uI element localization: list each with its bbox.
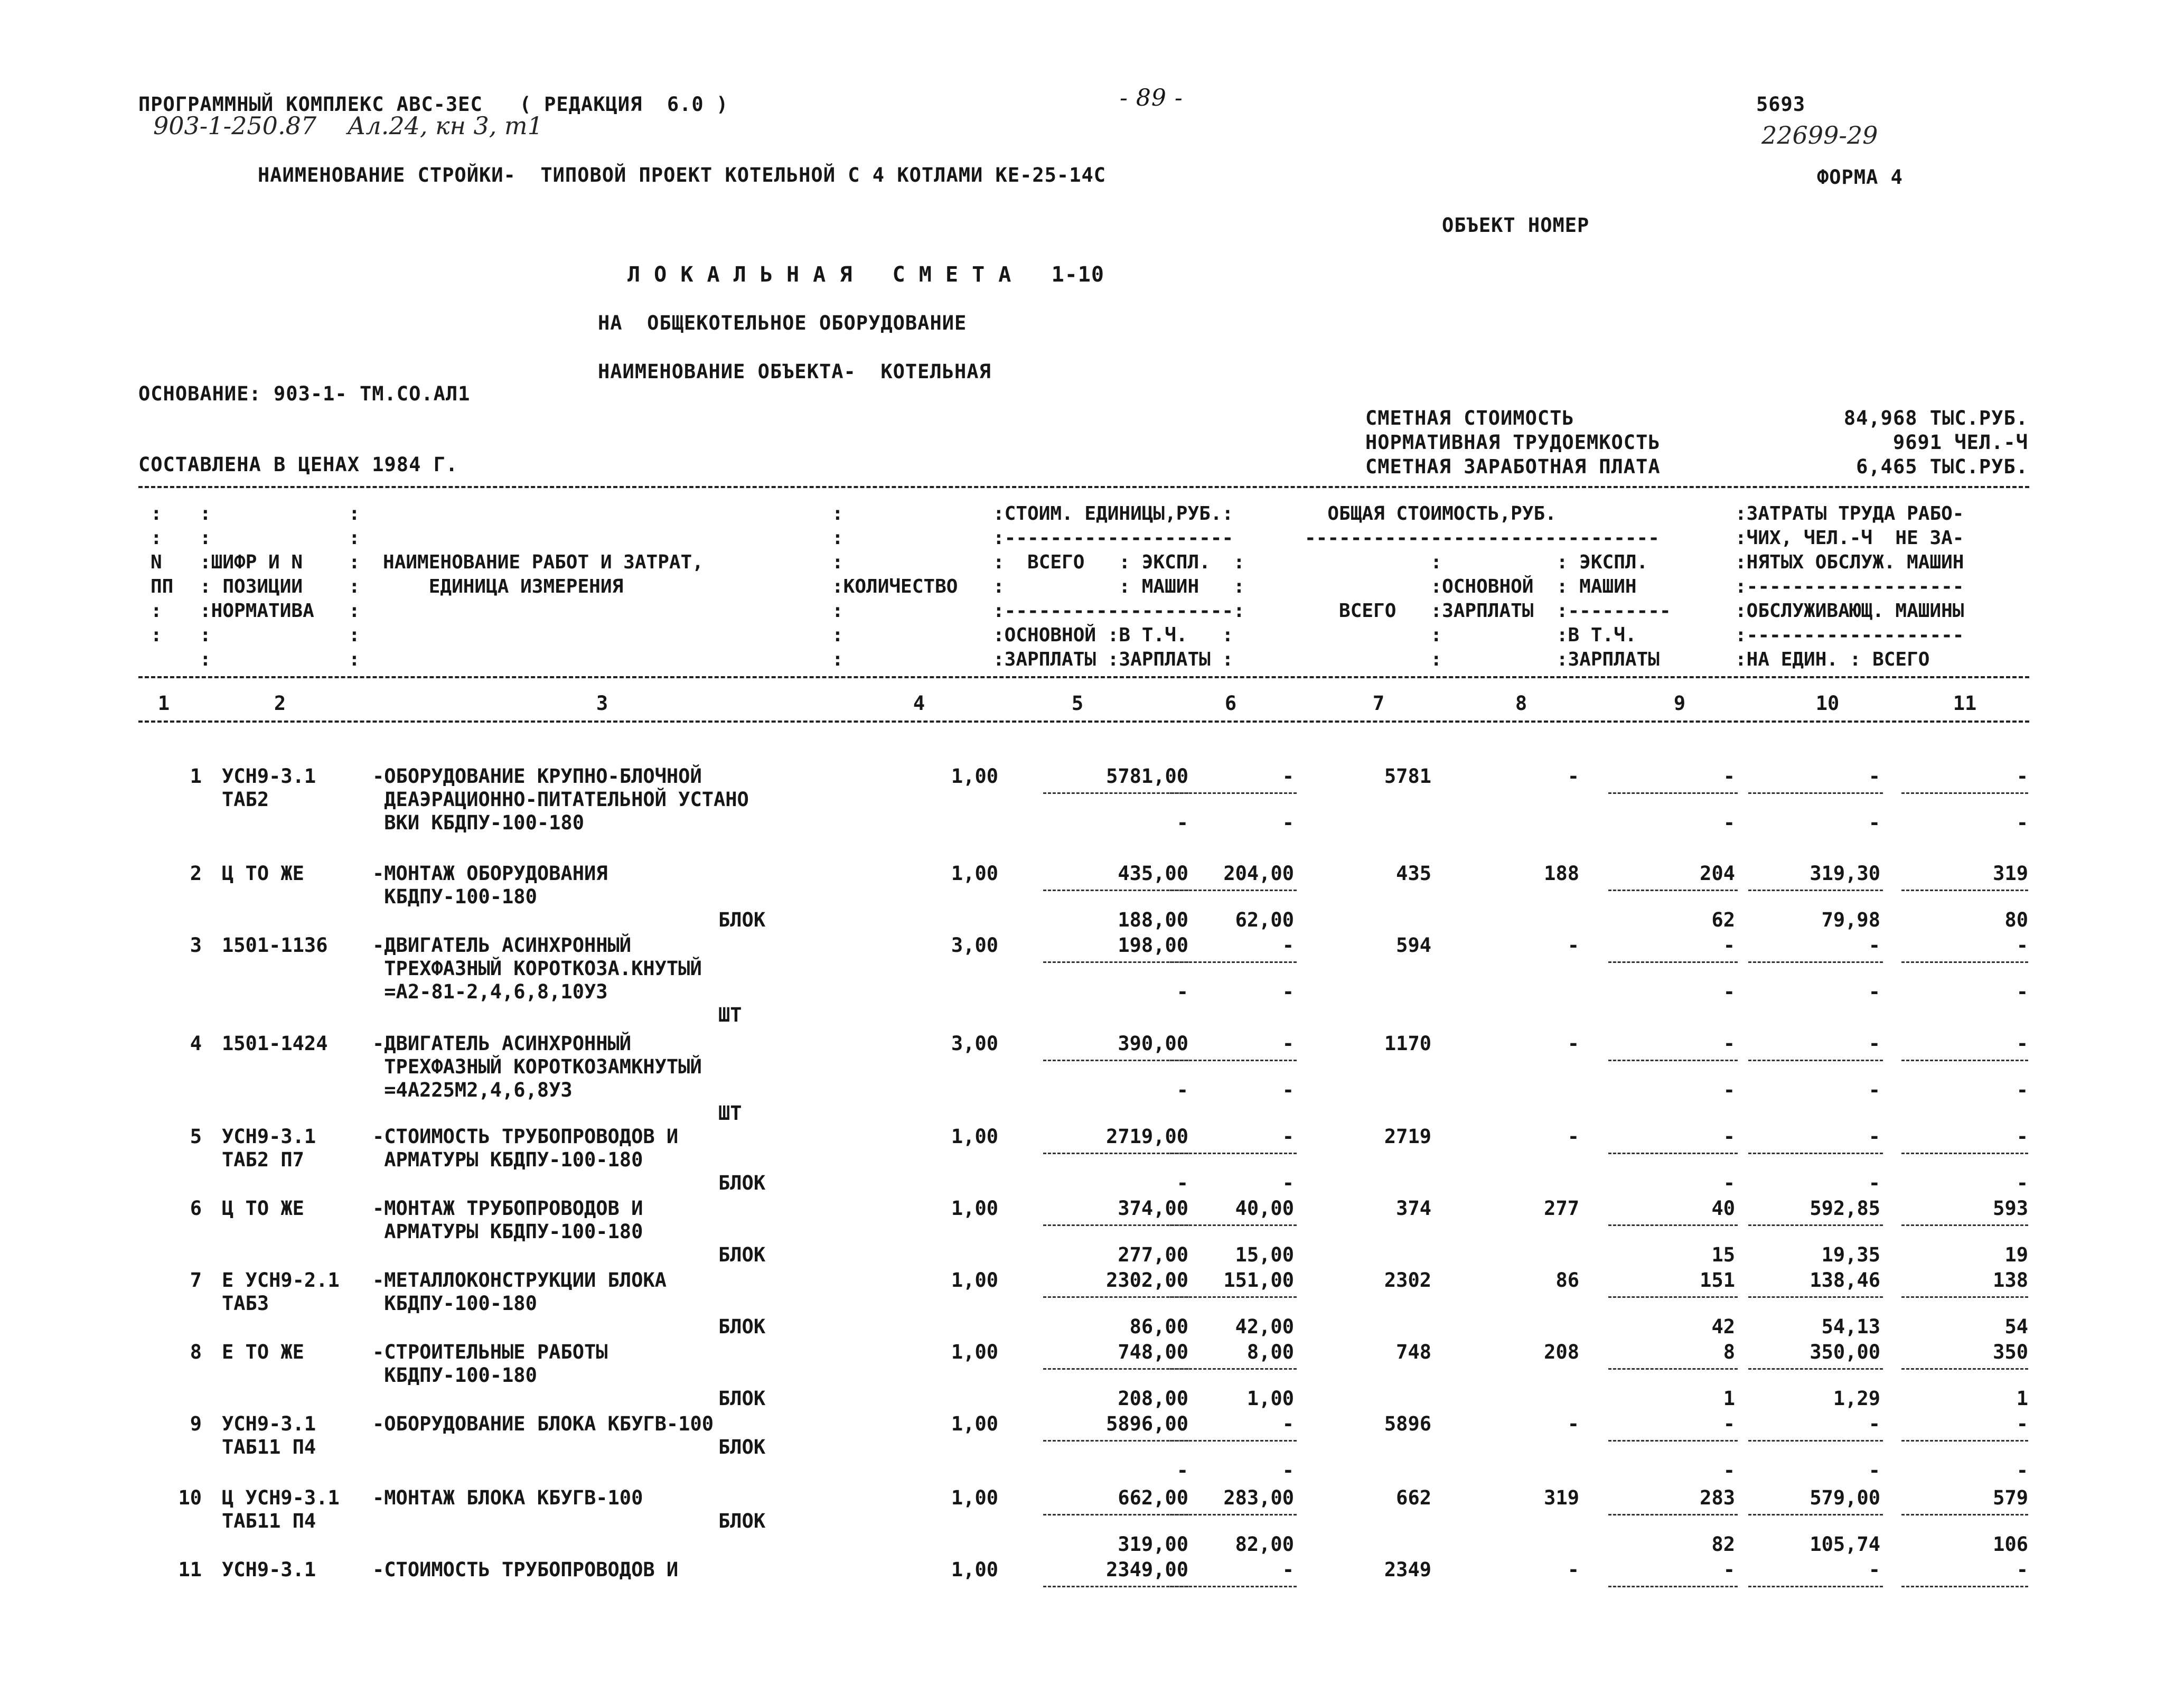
total-cost: 2719 [1384,1125,1431,1148]
column-number: 3 [596,692,608,715]
labour-per-unit: - [1868,1558,1880,1581]
total-wages: - [1567,1032,1579,1055]
labour-per-unit: - [1868,1412,1880,1435]
labour-total: - [2016,1412,2028,1435]
header-col-1: : : N ПП : : [151,503,174,646]
row-name: -СТОИМОСТЬ ТРУБОПРОВОДОВ И АРМАТУРЫ КБДПУ-100-180 [372,1125,679,1171]
cell-divider [1043,1440,1188,1442]
row-quantity: 1,00 [951,1197,998,1220]
column-number: 9 [1673,692,1686,715]
operator-labour-total: - [2016,1172,2028,1194]
total-cost: 5781 [1384,765,1431,788]
row-unit: ШТ [718,1004,742,1026]
row-name: -ДВИГАТЕЛЬ АСИНХРОННЫЙ ТРЕХФАЗНЫЙ КОРОТКОЗА.КНУТЫЙ =А2-81-2,4,6,8,10У3 [372,934,702,1003]
row-code: Ц ТО ЖЕ [222,862,304,885]
total-machines: 204 [1700,862,1735,885]
unit-total: 390,00 [1118,1032,1188,1055]
total-machines: - [1723,934,1735,957]
total-machine-wages: 1 [1723,1387,1735,1410]
row-name: -СТРОИТЕЛЬНЫЕ РАБОТЫ КБДПУ-100-180 [372,1341,608,1387]
labour-per-unit: - [1868,934,1880,957]
operator-labour-per-unit: 79,98 [1821,909,1880,931]
row-unit: БЛОК [718,1436,766,1458]
cell-divider [1608,1060,1738,1061]
row-quantity: 1,00 [951,1269,998,1292]
labour-total: 138 [1993,1269,2028,1292]
page-number: - 89 - [1120,85,1183,111]
compiled-prices: СОСТАВЛЕНА В ЦЕНАХ 1984 Г. [138,453,458,476]
row-quantity: 1,00 [951,1486,998,1509]
total-wages: - [1567,1412,1579,1435]
unit-machines: 40,00 [1235,1197,1294,1220]
labour-per-unit: 350,00 [1810,1341,1880,1363]
operator-labour-per-unit: - [1868,1459,1880,1482]
row-name: -МЕТАЛЛОКОНСТРУКЦИИ БЛОКА КБДПУ-100-180 [372,1269,667,1315]
total-machines: - [1723,765,1735,788]
labour-per-unit: 138,46 [1810,1269,1880,1292]
total-machines: - [1723,1558,1735,1581]
unit-machines: 8,00 [1246,1341,1294,1363]
summary-label: НОРМАТИВНАЯ ТРУДОЕМКОСТЬ [1365,431,1661,454]
object-name: НАИМЕНОВАНИЕ ОБЪЕКТА- КОТЕЛЬНАЯ [598,360,991,383]
row-number: 6 [190,1197,202,1220]
total-cost: 748 [1396,1341,1431,1363]
cell-divider [1901,1153,2028,1154]
cell-divider [1608,890,1738,891]
unit-wages: 188,00 [1118,909,1188,931]
labour-total: - [2016,1032,2028,1055]
operator-labour-per-unit: - [1868,1079,1880,1101]
unit-total: 5781,00 [1106,765,1188,788]
row-name: -МОНТАЖ ТРУБОПРОВОДОВ И АРМАТУРЫ КБДПУ-100-180 [372,1197,643,1243]
column-number: 11 [1953,692,1977,715]
cell-divider [1608,1224,1738,1226]
row-code: УСН9-3.1 [222,1558,316,1581]
total-machine-wages: 62 [1711,909,1735,931]
total-wages: 188 [1544,862,1579,885]
labour-total: - [2016,934,2028,957]
cell-divider [1748,1060,1883,1061]
total-machines: - [1723,1125,1735,1148]
cell-divider [1043,890,1188,891]
unit-wages: - [1176,980,1188,1003]
cell-divider [1748,1224,1883,1226]
column-number: 5 [1071,692,1084,715]
object-number-label: ОБЪЕКТ НОМЕР [1442,214,1590,237]
labour-total: 579 [1993,1486,2028,1509]
row-name: -ОБОРУДОВАНИЕ БЛОКА КБУГВ-100 [372,1412,714,1435]
form-label: ФОРМА 4 [1817,166,1903,189]
unit-wages: 277,00 [1118,1243,1188,1266]
unit-total: 2719,00 [1106,1125,1188,1148]
total-machines: - [1723,1412,1735,1435]
total-cost: 5896 [1384,1412,1431,1435]
unit-machines: - [1282,1558,1294,1581]
labour-total: 350 [1993,1341,2028,1363]
cell-divider [1170,1153,1297,1154]
total-wages: - [1567,1125,1579,1148]
labour-per-unit: - [1868,765,1880,788]
operator-labour-total: - [2016,1079,2028,1101]
total-machines: 8 [1723,1341,1735,1363]
unit-machines: 204,00 [1223,862,1294,885]
row-code: УСН9-3.1 ТАБ11 П4 [222,1412,316,1458]
cell-divider [1748,961,1883,963]
column-number: 6 [1224,692,1237,715]
unit-wages: 86,00 [1129,1315,1188,1338]
unit-total: 5896,00 [1106,1412,1188,1435]
operator-labour-per-unit: - [1868,811,1880,834]
operator-labour-total: 106 [1993,1533,2028,1556]
row-name: -МОНТАЖ БЛОКА КБУГВ-100 [372,1486,643,1509]
operator-labour-per-unit: - [1868,1172,1880,1194]
handwritten-reference: 903-1-250.87 Ал.24, кн 3, т1 [153,111,543,140]
unit-total: 662,00 [1118,1486,1188,1509]
cell-divider [1170,1224,1297,1226]
total-wages: - [1567,934,1579,957]
row-name: -МОНТАЖ ОБОРУДОВАНИЯ КБДПУ-100-180 [372,862,608,908]
cell-divider [1901,1368,2028,1370]
operator-labour-total: - [2016,811,2028,834]
document-subtitle: НА ОБЩЕКОТЕЛЬНОЕ ОБОРУДОВАНИЕ [598,312,967,334]
cell-divider [1170,1368,1297,1370]
cell-divider [1901,1060,2028,1061]
cell-divider [1748,792,1883,794]
total-machine-wages: - [1723,811,1735,834]
row-name: -СТОИМОСТЬ ТРУБОПРОВОДОВ И [372,1558,679,1581]
row-number: 10 [178,1486,202,1509]
cell-divider [1043,1368,1188,1370]
unit-machine-wages: - [1282,811,1294,834]
labour-total: - [2016,1125,2028,1148]
total-cost: 1170 [1384,1032,1431,1055]
total-machine-wages: - [1723,1172,1735,1194]
header-col-10-11: :ЗАТРАТЫ ТРУДА РАБО- :ЧИХ, ЧЕЛ.-Ч НЕ ЗА- :НЯТЫХ ОБСЛУЖ. МАШИН :------------------- :ОБСЛУЖИВАЮЩ. МАШИНЫ :------------------- :НА ЕДИН. : ВСЕГО [1735,503,1964,670]
row-unit: ШТ [718,1102,742,1125]
unit-machine-wages: - [1282,1459,1294,1482]
unit-machine-wages: 1,00 [1246,1387,1294,1410]
labour-per-unit: 592,85 [1810,1197,1880,1220]
total-machine-wages: - [1723,1079,1735,1101]
unit-total: 198,00 [1118,934,1188,957]
total-machines: - [1723,1032,1735,1055]
row-code: УСН9-3.1 ТАБ2 П7 [222,1125,316,1171]
unit-machines: - [1282,1032,1294,1055]
unit-machine-wages: 15,00 [1235,1243,1294,1266]
cell-divider [1901,1514,2028,1515]
cell-divider [1043,1153,1188,1154]
row-unit: БЛОК [718,1172,766,1194]
total-wages: 208 [1544,1341,1579,1363]
summary-value: 84,968 ТЫС.РУБ. [1843,407,2028,429]
unit-machines: - [1282,765,1294,788]
operator-labour-total: - [2016,1459,2028,1482]
row-number: 5 [190,1125,202,1148]
summary-label: СМЕТНАЯ ЗАРАБОТНАЯ ПЛАТА [1365,455,1661,478]
cell-divider [1901,792,2028,794]
column-number: 10 [1815,692,1840,715]
cell-divider [1608,1440,1738,1442]
unit-wages: - [1176,1079,1188,1101]
cell-divider [1748,1368,1883,1370]
row-number: 4 [190,1032,202,1055]
total-wages: 277 [1544,1197,1579,1220]
row-unit: БЛОК [718,1315,766,1338]
unit-total: 374,00 [1118,1197,1188,1220]
header-col-7-9: ОБЩАЯ СТОИМОСТЬ,РУБ. ------------------------------- : : ЭКСПЛ. :ОСНОВНОЙ : МАШИН ВСЕГО :ЗАРПЛАТЫ :--------- : :В Т.Ч. : :ЗАРПЛАТЫ [1305,503,1671,670]
header-col-3: : : : НАИМЕНОВАНИЕ РАБОТ И ЗАТРАТ, : ЕДИНИЦА ИЗМЕРЕНИЯ : : : [349,503,704,670]
cell-divider [1043,1060,1188,1061]
cell-divider [1748,1440,1883,1442]
row-number: 8 [190,1341,202,1363]
unit-machines: - [1282,934,1294,957]
row-quantity: 3,00 [951,934,998,957]
row-quantity: 1,00 [951,862,998,885]
row-number: 9 [190,1412,202,1435]
column-number: 8 [1515,692,1527,715]
cell-divider [1748,1514,1883,1515]
unit-machines: 283,00 [1223,1486,1294,1509]
cell-divider [1043,961,1188,963]
cell-divider [1608,792,1738,794]
unit-wages: 208,00 [1118,1387,1188,1410]
basis: ОСНОВАНИЕ: 903-1- ТМ.СО.АЛ1 [138,382,471,405]
row-quantity: 1,00 [951,1558,998,1581]
unit-machine-wages: - [1282,1172,1294,1194]
row-unit: БЛОК [718,1243,766,1266]
unit-total: 2349,00 [1106,1558,1188,1581]
program-title: ПРОГРАММНЫЙ КОМПЛЕКС АВС-ЗЕС ( РЕДАКЦИЯ 6.0 ) [138,93,729,116]
row-code: Ц УСН9-3.1 ТАБ11 П4 [222,1486,340,1532]
total-machine-wages: 15 [1711,1243,1735,1266]
cell-divider [1170,890,1297,891]
row-number: 7 [190,1269,202,1292]
total-machines: 40 [1711,1197,1735,1220]
labour-per-unit: 579,00 [1810,1486,1880,1509]
row-code: Е ТО ЖЕ [222,1341,304,1363]
row-number: 1 [190,765,202,788]
column-number: 4 [913,692,925,715]
unit-total: 435,00 [1118,862,1188,885]
total-machines: 283 [1700,1486,1735,1509]
total-cost: 662 [1396,1486,1431,1509]
labour-per-unit: 319,30 [1810,862,1880,885]
row-number: 3 [190,934,202,957]
total-machine-wages: - [1723,980,1735,1003]
labour-per-unit: - [1868,1032,1880,1055]
cell-divider [1170,1060,1297,1061]
operator-labour-per-unit: 54,13 [1821,1315,1880,1338]
total-machine-wages: - [1723,1459,1735,1482]
row-unit: БЛОК [718,909,766,931]
column-number: 2 [274,692,286,715]
operator-labour-total: 1 [2016,1387,2028,1410]
document-number: 5693 [1756,93,1806,116]
unit-wages: - [1176,1459,1188,1482]
summary-label: СМЕТНАЯ СТОИМОСТЬ [1365,407,1574,429]
row-name: -ОБОРУДОВАНИЕ КРУПНО-БЛОЧНОЙ ДЕАЭРАЦИОННО-ПИТАТЕЛЬНОЙ УСТАНО ВКИ КБДПУ-100-180 [372,765,749,834]
total-wages: - [1567,1558,1579,1581]
cell-divider [1043,1296,1188,1298]
operator-labour-per-unit: 1,29 [1833,1387,1880,1410]
labour-total: - [2016,1558,2028,1581]
construction-name: НАИМЕНОВАНИЕ СТРОЙКИ- ТИПОВОЙ ПРОЕКТ КОТЕЛЬНОЙ С 4 КОТЛАМИ КЕ-25-14С [258,164,1107,186]
cell-divider [1608,1368,1738,1370]
total-wages: 319 [1544,1486,1579,1509]
unit-machine-wages: - [1282,980,1294,1003]
cell-divider [1043,1514,1188,1515]
total-wages: - [1567,765,1579,788]
header-bottom-rule [138,676,2029,678]
cell-divider [1901,1296,2028,1298]
unit-wages: - [1176,1172,1188,1194]
operator-labour-total: 54 [2004,1315,2028,1338]
cell-divider [1748,1296,1883,1298]
cell-divider [1901,961,2028,963]
table-top-rule [138,486,2029,488]
cell-divider [1901,890,2028,891]
unit-machine-wages: 82,00 [1235,1533,1294,1556]
cell-divider [1901,1440,2028,1442]
column-number: 1 [157,692,170,715]
header-col-5-6: :СТОИМ. ЕДИНИЦЫ,РУБ.: :-------------------- : ВСЕГО : ЭКСПЛ. : : : МАШИН : :--------------------: :ОСНОВНОЙ :В Т.Ч. : :ЗАРПЛАТЫ :ЗАРПЛАТЫ : [993,503,1245,670]
header-col-4: : : : :КОЛИЧЕСТВО : : : [832,503,958,670]
total-cost: 594 [1396,934,1431,957]
row-quantity: 1,00 [951,1341,998,1363]
total-wages: 86 [1555,1269,1579,1292]
cell-divider [1043,1586,1188,1587]
cell-divider [1748,1153,1883,1154]
cell-divider [1901,1224,2028,1226]
cell-divider [1170,1296,1297,1298]
handwritten-code: 22699-29 [1761,121,1878,149]
summary-value: 6,465 ТЫС.РУБ. [1856,455,2028,478]
cell-divider [1748,1586,1883,1587]
row-name: -ДВИГАТЕЛЬ АСИНХРОННЫЙ ТРЕХФАЗНЫЙ КОРОТКОЗАМКНУТЫЙ =4А225М2,4,6,8У3 [372,1032,702,1101]
row-number: 2 [190,862,202,885]
operator-labour-total: - [2016,980,2028,1003]
total-cost: 2349 [1384,1558,1431,1581]
row-unit: БЛОК [718,1387,766,1410]
unit-wages: 319,00 [1118,1533,1188,1556]
labour-total: - [2016,765,2028,788]
total-machine-wages: 42 [1711,1315,1735,1338]
total-machine-wages: 82 [1711,1533,1735,1556]
row-number: 11 [178,1558,202,1581]
unit-total: 2302,00 [1106,1269,1188,1292]
header-col-2: : : :ШИФР И N : ПОЗИЦИИ :НОРМАТИВА : : [200,503,314,670]
cell-divider [1608,961,1738,963]
cell-divider [1170,961,1297,963]
cell-divider [1043,792,1188,794]
labour-total: 319 [1993,862,2028,885]
row-quantity: 1,00 [951,1412,998,1435]
cell-divider [1170,1514,1297,1515]
unit-machine-wages: 62,00 [1235,909,1294,931]
row-code: Ц ТО ЖЕ [222,1197,304,1220]
unit-total: 748,00 [1118,1341,1188,1363]
row-quantity: 1,00 [951,765,998,788]
cell-divider [1608,1153,1738,1154]
operator-labour-per-unit: - [1868,980,1880,1003]
labour-total: 593 [1993,1197,2028,1220]
total-cost: 2302 [1384,1269,1431,1292]
cell-divider [1608,1296,1738,1298]
total-cost: 435 [1396,862,1431,885]
row-code: 1501-1136 [222,934,328,957]
cell-divider [1901,1586,2028,1587]
cell-divider [1608,1514,1738,1515]
row-quantity: 3,00 [951,1032,998,1055]
unit-machine-wages: - [1282,1079,1294,1101]
unit-machines: 151,00 [1223,1269,1294,1292]
row-code: УСН9-3.1 ТАБ2 [222,765,316,811]
operator-labour-per-unit: 105,74 [1810,1533,1880,1556]
cell-divider [1170,1440,1297,1442]
column-number: 7 [1372,692,1385,715]
unit-machines: - [1282,1125,1294,1148]
document-title: Л О К А Л Ь Н А Я С М Е Т А 1-10 [627,263,1104,287]
cell-divider [1608,1586,1738,1587]
operator-labour-total: 80 [2004,909,2028,931]
row-code: 1501-1424 [222,1032,328,1055]
unit-wages: - [1176,811,1188,834]
cell-divider [1170,1586,1297,1587]
total-machines: 151 [1700,1269,1735,1292]
row-code: Е УСН9-2.1 ТАБ3 [222,1269,340,1315]
labour-per-unit: - [1868,1125,1880,1148]
row-unit: БЛОК [718,1510,766,1532]
column-numbers-rule [138,721,2029,723]
unit-machine-wages: 42,00 [1235,1315,1294,1338]
cell-divider [1043,1224,1188,1226]
operator-labour-per-unit: 19,35 [1821,1243,1880,1266]
row-quantity: 1,00 [951,1125,998,1148]
cell-divider [1748,890,1883,891]
summary-value: 9691 ЧЕЛ.-Ч [1892,431,2028,454]
cell-divider [1170,792,1297,794]
operator-labour-total: 19 [2004,1243,2028,1266]
unit-machines: - [1282,1412,1294,1435]
total-cost: 374 [1396,1197,1431,1220]
